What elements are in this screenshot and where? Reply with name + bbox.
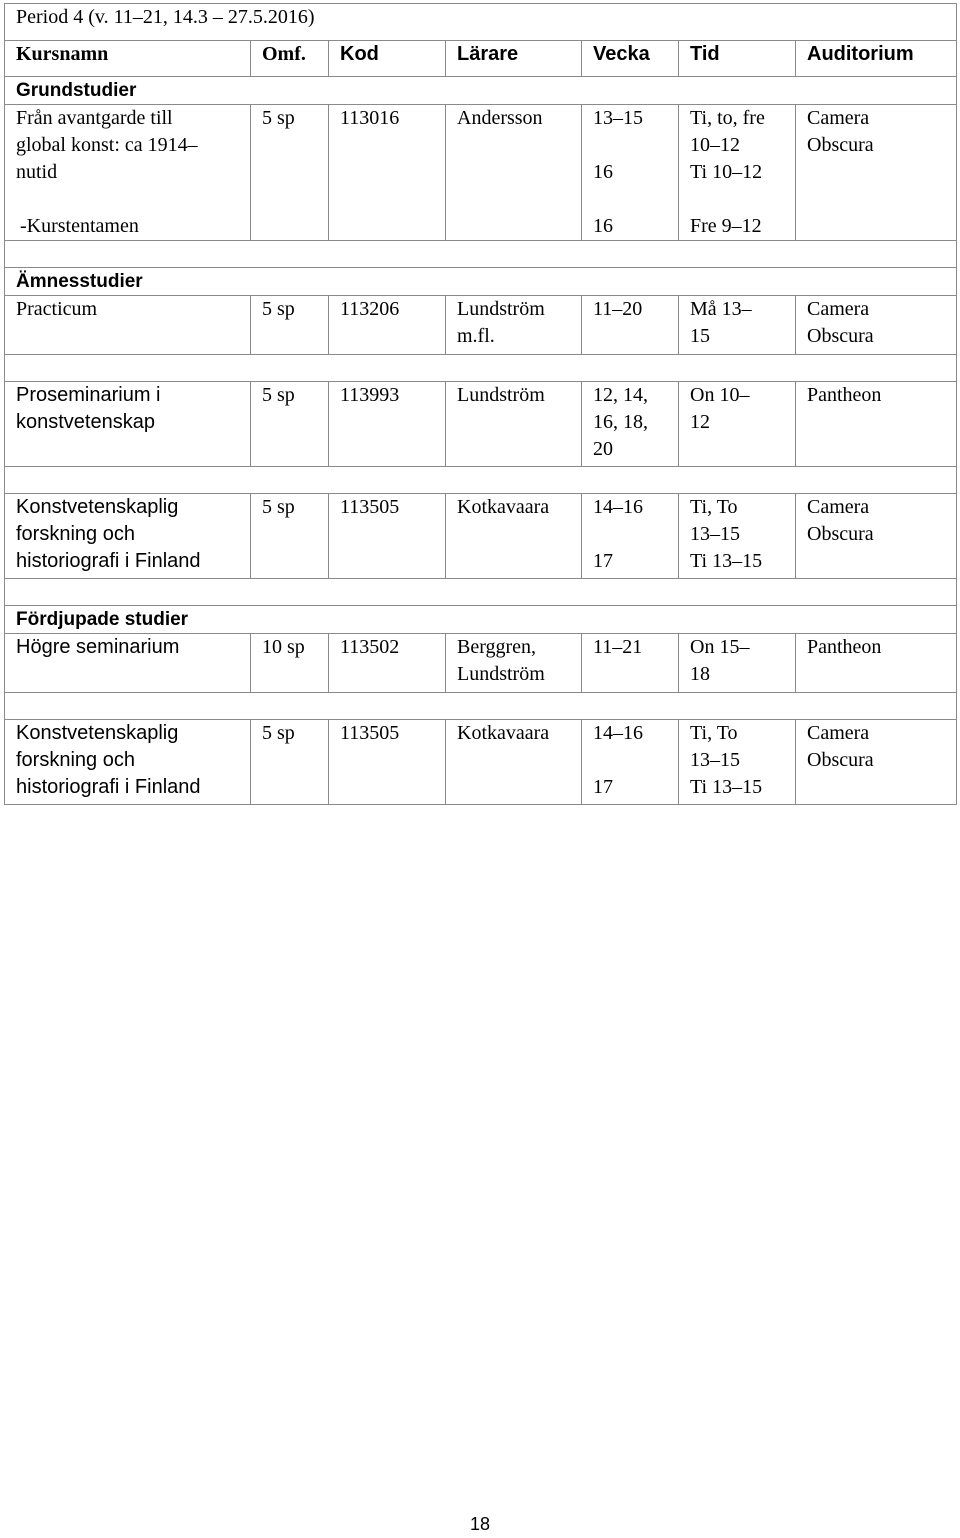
table-row — [5, 720, 957, 805]
table-row — [5, 494, 957, 579]
course-kod: 113505 — [329, 494, 446, 579]
course-kod: 113016 — [329, 105, 446, 241]
table-row — [5, 634, 957, 693]
title-row — [5, 4, 957, 41]
course-name: Practicum — [5, 296, 251, 355]
header-vecka: Vecka — [582, 41, 679, 77]
course-larare: Andersson — [446, 105, 582, 241]
course-omf: 5 sp — [251, 720, 329, 805]
course-vecka: 11–21 — [582, 634, 679, 693]
course-tid: On 15– 18 — [679, 634, 796, 693]
section-fordjupade: Fördjupade studier — [5, 606, 957, 634]
course-vecka: 11–20 — [582, 296, 679, 355]
section-grundstudier: Grundstudier — [5, 77, 957, 105]
course-omf: 5 sp — [251, 382, 329, 467]
header-tid: Tid — [679, 41, 796, 77]
course-larare: Berggren, Lundström — [446, 634, 582, 693]
course-tid: Må 13– 15 — [679, 296, 796, 355]
header-auditorium: Auditorium — [796, 41, 957, 77]
course-vecka: 12, 14, 16, 18, 20 — [582, 382, 679, 467]
course-tid: On 10– 12 — [679, 382, 796, 467]
course-larare: Lundström — [446, 382, 582, 467]
course-kod: 113502 — [329, 634, 446, 693]
course-auditorium: Camera Obscura — [796, 296, 957, 355]
course-vecka: 14–16 17 — [582, 720, 679, 805]
section-row-grundstudier — [5, 77, 957, 105]
course-larare: Kotkavaara — [446, 720, 582, 805]
course-auditorium: Camera Obscura — [796, 494, 957, 579]
course-name: Högre seminarium — [5, 634, 251, 693]
course-tid: Ti, To 13–15 Ti 13–15 — [679, 720, 796, 805]
course-name: Konstvetenskaplig forskning och historiografi i Finland — [5, 494, 251, 579]
table-row — [5, 105, 957, 241]
table-row — [5, 296, 957, 355]
course-auditorium: Pantheon — [796, 382, 957, 467]
course-name: Från avantgarde till global konst: ca 1914– nutid -Kurstentamen — [5, 105, 251, 241]
spacer-row — [5, 241, 957, 268]
kurstentamen-tid: Fre 9–12 — [690, 215, 762, 237]
course-omf: 10 sp — [251, 634, 329, 693]
course-tid: Ti, to, fre 10–12 Ti 10–12 Fre 9–12 — [679, 105, 796, 241]
course-auditorium: Pantheon — [796, 634, 957, 693]
spacer-row — [5, 355, 957, 382]
course-vecka: 13–15 16 16 — [582, 105, 679, 241]
course-larare: Lundström m.fl. — [446, 296, 582, 355]
course-tid: Ti, To 13–15 Ti 13–15 — [679, 494, 796, 579]
kurstentamen-vecka: 16 — [593, 215, 613, 237]
kurstentamen-label: -Kurstentamen — [20, 215, 139, 237]
course-kod: 113206 — [329, 296, 446, 355]
header-omf: Omf. — [251, 41, 329, 77]
section-row-fordjupade — [5, 606, 957, 634]
period-title: Period 4 (v. 11–21, 14.3 – 27.5.2016) — [5, 4, 957, 41]
course-vecka: 14–16 17 — [582, 494, 679, 579]
section-amnesstudier: Ämnesstudier — [5, 268, 957, 296]
spacer-row — [5, 693, 957, 720]
header-row — [5, 41, 957, 77]
course-omf: 5 sp — [251, 494, 329, 579]
header-kursnamn: Kursnamn — [5, 41, 251, 77]
section-row-amnesstudier — [5, 268, 957, 296]
schedule-table — [4, 3, 957, 805]
course-larare: Kotkavaara — [446, 494, 582, 579]
course-name: Proseminarium i konstvetenskap — [5, 382, 251, 467]
page-number: 18 — [469, 1514, 491, 1534]
course-omf: 5 sp — [251, 296, 329, 355]
table-row — [5, 382, 957, 467]
course-auditorium: Camera Obscura — [796, 720, 957, 805]
course-auditorium: Camera Obscura — [796, 105, 957, 241]
header-larare: Lärare — [446, 41, 582, 77]
course-omf: 5 sp — [251, 105, 329, 241]
course-name: Konstvetenskaplig forskning och historiografi i Finland — [5, 720, 251, 805]
spacer-row — [5, 579, 957, 606]
spacer-row — [5, 467, 957, 494]
course-kod: 113993 — [329, 382, 446, 467]
course-kod: 113505 — [329, 720, 446, 805]
header-kod: Kod — [329, 41, 446, 77]
